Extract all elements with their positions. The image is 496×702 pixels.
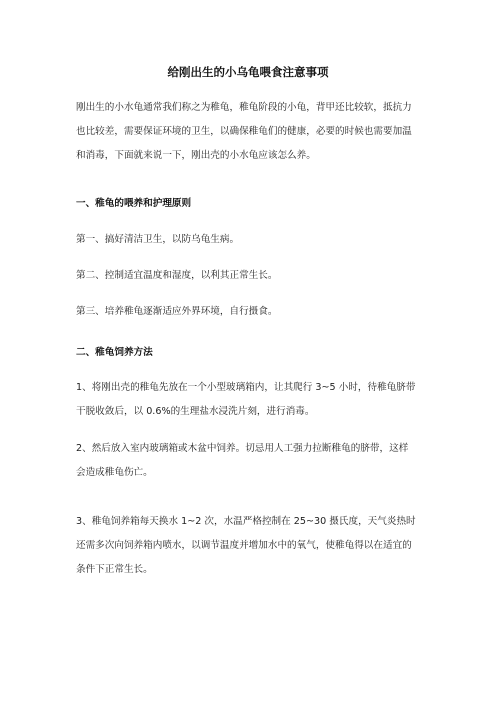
principle-item: 第三、培养稚龟逐渐适应外界环境，自行摄食。	[76, 306, 278, 317]
principle-item: 第二、控制适宜温度和湿度，以利其正常生长。	[76, 270, 278, 281]
intro-line: 也比较差，需要保证环境的卫生，以确保稚龟们的健康，必要的时候也需要加温	[76, 126, 412, 137]
intro-line: 和消毒，下面就来说一下，刚出壳的小水龟应该怎么养。	[76, 150, 316, 161]
method-line: 条件下正常生长。	[76, 564, 153, 575]
method-paragraph-2	[76, 437, 424, 485]
method-paragraph-1	[76, 376, 424, 424]
method-line: 3、稚龟饲养箱每天换水 1~2 次，水温严格控制在 25~30 摄氏度，天气炎热时	[76, 516, 416, 527]
intro-line: 刚出生的小水龟通常我们称之为稚龟，稚龟阶段的小龟，背甲还比较软，抵抗力	[76, 102, 412, 113]
method-paragraph-3	[76, 510, 424, 582]
method-line: 1、将刚出壳的稚龟先放在一个小型玻璃箱内，让其爬行 3~5 小时，待稚龟脐带	[76, 382, 416, 393]
method-line: 2、然后放入室内玻璃箱或木盆中饲养。切忌用人工强力拉断稚龟的脐带，这样	[76, 443, 409, 454]
method-line: 还需多次向饲养箱内喷水，以调节温度并增加水中的氧气，使稚龟得以在适宜的	[76, 540, 412, 551]
section-heading-1: 一、稚龟的喂养和护理原则	[76, 198, 192, 209]
method-line: 会造成稚龟伤亡。	[76, 467, 153, 478]
principle-item: 第一、搞好清洁卫生，以防乌龟生病。	[76, 234, 240, 245]
section-heading-2: 二、稚龟饲养方法	[76, 347, 153, 358]
document-title: 给刚出生的小乌龟喂食注意事项	[167, 65, 329, 79]
method-line: 干脱收敛后，以 0.6%的生理盐水浸洗片刻，进行消毒。	[76, 406, 315, 417]
intro-paragraph	[76, 96, 424, 168]
